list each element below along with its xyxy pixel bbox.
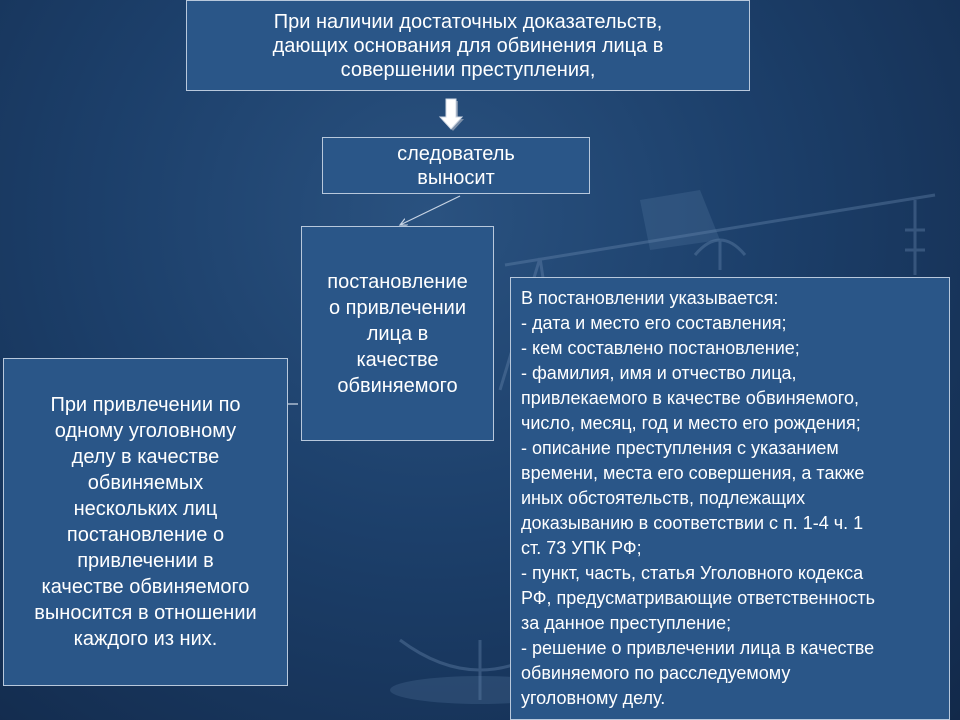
resolution-line: лица в bbox=[366, 322, 429, 345]
multiple-line: одному уголовному bbox=[54, 420, 237, 442]
contents-line: - фамилия, имя и отчество лица, bbox=[521, 363, 797, 384]
contents-line: времени, места его совершения, а также bbox=[521, 463, 865, 484]
resolution-line: о привлечении bbox=[328, 296, 466, 319]
multiple-line: выносится в отношении bbox=[34, 602, 257, 624]
contents-line: - дата и место его составления; bbox=[521, 313, 787, 334]
contents-line: - описание преступления с указанием bbox=[521, 438, 839, 459]
contents-line: привлекаемого в качестве обвиняемого, bbox=[521, 388, 859, 409]
multiple-line: нескольких лиц bbox=[73, 498, 218, 520]
grounds-line: совершении преступления, bbox=[340, 58, 596, 81]
contents-line: - кем составлено постановление; bbox=[521, 338, 800, 359]
contents-line: ст. 73 УПК РФ; bbox=[521, 538, 642, 559]
investigator-line: выносит bbox=[417, 166, 495, 189]
resolution-box bbox=[301, 226, 494, 441]
multiple-line: При привлечении по bbox=[50, 394, 241, 416]
resolution-line: постановление bbox=[327, 270, 468, 293]
contents-line: - пункт, часть, статья Уголовного кодекса bbox=[521, 563, 864, 584]
multiple-line: каждого из них. bbox=[73, 628, 218, 650]
contents-line: уголовному делу. bbox=[521, 688, 666, 709]
multiple-line: качестве обвиняемого bbox=[41, 576, 250, 598]
resolution-contents-box bbox=[510, 277, 950, 720]
grounds-box bbox=[186, 0, 750, 91]
contents-line: РФ, предусматривающие ответственность bbox=[521, 588, 876, 609]
investigator-text bbox=[397, 142, 515, 190]
contents-line: обвиняемого по расследуемому bbox=[521, 663, 791, 684]
multiple-line: привлечении в bbox=[77, 550, 214, 572]
multiple-line: делу в качестве bbox=[71, 446, 220, 468]
contents-line: - решение о привлечении лица в качестве bbox=[521, 638, 875, 659]
resolution-text bbox=[327, 269, 467, 399]
investigator-box bbox=[322, 137, 590, 194]
multiple-line: обвиняемых bbox=[87, 472, 204, 494]
contents-line: число, месяц, год и место его рождения; bbox=[521, 413, 861, 434]
grounds-text bbox=[273, 10, 664, 82]
contents-line: доказыванию в соответствии с п. 1-4 ч. 1 bbox=[521, 513, 864, 534]
resolution-line: обвиняемого bbox=[337, 374, 458, 397]
multiple-accused-text bbox=[34, 392, 256, 652]
grounds-line: При наличии достаточных доказательств, bbox=[273, 10, 663, 33]
contents-line: иных обстоятельств, подлежащих bbox=[521, 488, 806, 509]
contents-heading: В постановлении указывается: bbox=[521, 288, 779, 308]
multiple-line: постановление о bbox=[66, 524, 225, 546]
grounds-line: дающих основания для обвинения лица в bbox=[272, 34, 664, 57]
contents-line: за данное преступление; bbox=[521, 613, 732, 634]
resolution-line: качестве bbox=[356, 348, 439, 371]
multiple-accused-box bbox=[3, 358, 288, 686]
investigator-line: следователь bbox=[397, 142, 515, 165]
